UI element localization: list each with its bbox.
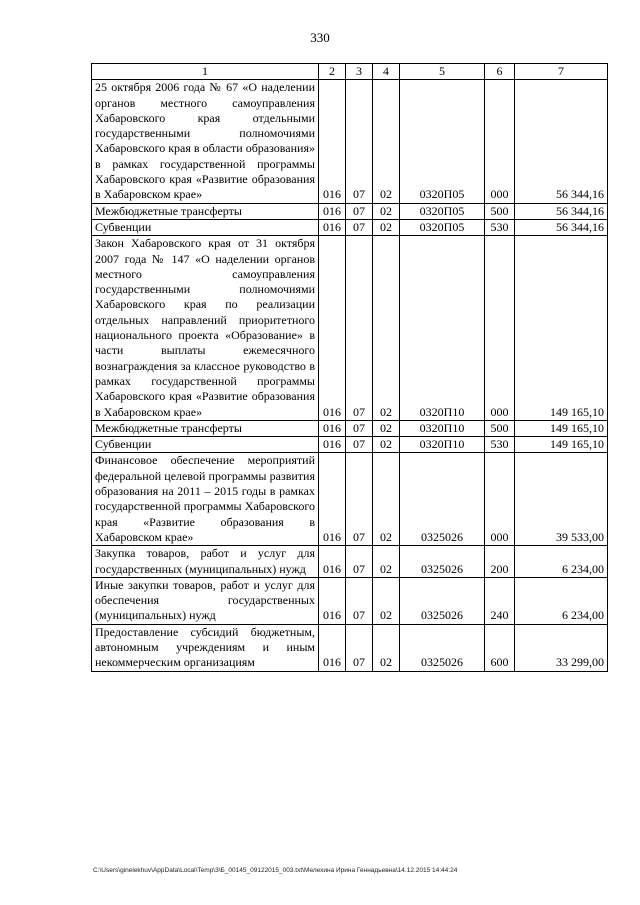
table-row	[92, 546, 608, 578]
amount: 149 165,10	[515, 437, 608, 453]
subsection-code: 02	[373, 80, 400, 203]
section-code: 07	[346, 203, 373, 219]
target-article-code: 0320П10	[400, 420, 485, 436]
subsection-code: 02	[373, 203, 400, 219]
target-article-code: 0325026	[400, 577, 485, 624]
subsection-code: 02	[373, 236, 400, 421]
subsection-code: 02	[373, 219, 400, 235]
amount: 56 344,16	[515, 219, 608, 235]
row-name: Межбюджетные трансферты	[92, 203, 319, 219]
subsection-code: 02	[373, 437, 400, 453]
target-article-code: 0320П05	[400, 219, 485, 235]
section-code: 07	[346, 546, 373, 578]
page-number: 330	[310, 30, 330, 45]
target-article-code: 0325026	[400, 453, 485, 546]
table-row	[92, 80, 608, 203]
ministry-code: 016	[319, 219, 346, 235]
amount: 149 165,10	[515, 420, 608, 436]
amount: 39 533,00	[515, 453, 608, 546]
expense-type-code: 000	[485, 453, 515, 546]
section-code: 07	[346, 577, 373, 624]
amount: 6 234,00	[515, 546, 608, 578]
target-article-code: 0320П10	[400, 236, 485, 421]
ministry-code: 016	[319, 546, 346, 578]
target-article-code: 0320П05	[400, 203, 485, 219]
expense-type-code: 500	[485, 420, 515, 436]
section-code: 07	[346, 437, 373, 453]
amount: 6 234,00	[515, 577, 608, 624]
table-header-row	[92, 64, 608, 80]
amount: 33 299,00	[515, 624, 608, 671]
section-code: 07	[346, 236, 373, 421]
subsection-code: 02	[373, 420, 400, 436]
table-row	[92, 236, 608, 421]
target-article-code: 0320П10	[400, 437, 485, 453]
expense-type-code: 600	[485, 624, 515, 671]
budget-table	[91, 63, 608, 672]
column-header-3: 3	[346, 64, 373, 80]
expense-type-code: 200	[485, 546, 515, 578]
expense-type-code: 530	[485, 437, 515, 453]
table-row	[92, 420, 608, 436]
column-header-5: 5	[400, 64, 485, 80]
ministry-code: 016	[319, 577, 346, 624]
row-name: Финансовое обеспечение мероприятий федеральной целевой программы развития образования на 2011 – 2015 годы в рамках государственной программы Хабаровского края «Развитие образования в Хабаровском крае»	[92, 453, 319, 546]
ministry-code: 016	[319, 203, 346, 219]
column-header-7: 7	[515, 64, 608, 80]
subsection-code: 02	[373, 624, 400, 671]
section-code: 07	[346, 420, 373, 436]
subsection-code: 02	[373, 577, 400, 624]
section-code: 07	[346, 453, 373, 546]
row-name: Межбюджетные трансферты	[92, 420, 319, 436]
amount: 56 344,16	[515, 80, 608, 203]
expense-type-code: 240	[485, 577, 515, 624]
ministry-code: 016	[319, 420, 346, 436]
ministry-code: 016	[319, 437, 346, 453]
table-row	[92, 624, 608, 671]
row-name: Закупка товаров, работ и услуг для государственных (муниципальных) нужд	[92, 546, 319, 578]
amount: 149 165,10	[515, 236, 608, 421]
row-name: Предоставление субсидий бюджетным, автономным учреждениям и иным некоммерческим организациям	[92, 624, 319, 671]
section-code: 07	[346, 80, 373, 203]
expense-type-code: 000	[485, 236, 515, 421]
column-header-6: 6	[485, 64, 515, 80]
target-article-code: 0320П05	[400, 80, 485, 203]
ministry-code: 016	[319, 236, 346, 421]
column-header-2: 2	[319, 64, 346, 80]
ministry-code: 016	[319, 624, 346, 671]
ministry-code: 016	[319, 80, 346, 203]
row-name: Субвенции	[92, 219, 319, 235]
subsection-code: 02	[373, 453, 400, 546]
row-name: Субвенции	[92, 437, 319, 453]
expense-type-code: 500	[485, 203, 515, 219]
row-name: Закон Хабаровского края от 31 октября 2007 года № 147 «О наделении органов местного самоуправления государственными полномочиями Хабаровского края по реализации отдельных направлений приоритетного национального проекта «Образование» в части выплаты ежемесячного вознаграждения за классное руководство в рамках государственной программы Хабаровского края «Развитие образования в Хабаровском крае»	[92, 236, 319, 421]
amount: 56 344,16	[515, 203, 608, 219]
footer-file-path: C:\Users\ginelekhuv\AppData\Local\Temp\3\Б_00145_09122015_003.txt\Мелехина Ирина Геннадьевна\14.12.2015 14:44:24	[93, 867, 458, 874]
row-name: Иные закупки товаров, работ и услуг для обеспечения государственных (муниципальных) нужд	[92, 577, 319, 624]
subsection-code: 02	[373, 546, 400, 578]
column-header-4: 4	[373, 64, 400, 80]
expense-type-code: 530	[485, 219, 515, 235]
table-row	[92, 437, 608, 453]
section-code: 07	[346, 219, 373, 235]
table-row	[92, 453, 608, 546]
ministry-code: 016	[319, 453, 346, 546]
column-header-1: 1	[92, 64, 319, 80]
table-row	[92, 203, 608, 219]
table-row	[92, 577, 608, 624]
expense-type-code: 000	[485, 80, 515, 203]
table-row	[92, 219, 608, 235]
row-name: 25 октября 2006 года № 67 «О наделении органов местного самоуправления Хабаровского края отдельными государственными полномочиями Хабаровского края в области образования» в рамках государственной программы Хабаровского края «Развитие образования в Хабаровском крае»	[92, 80, 319, 203]
target-article-code: 0325026	[400, 546, 485, 578]
section-code: 07	[346, 624, 373, 671]
target-article-code: 0325026	[400, 624, 485, 671]
